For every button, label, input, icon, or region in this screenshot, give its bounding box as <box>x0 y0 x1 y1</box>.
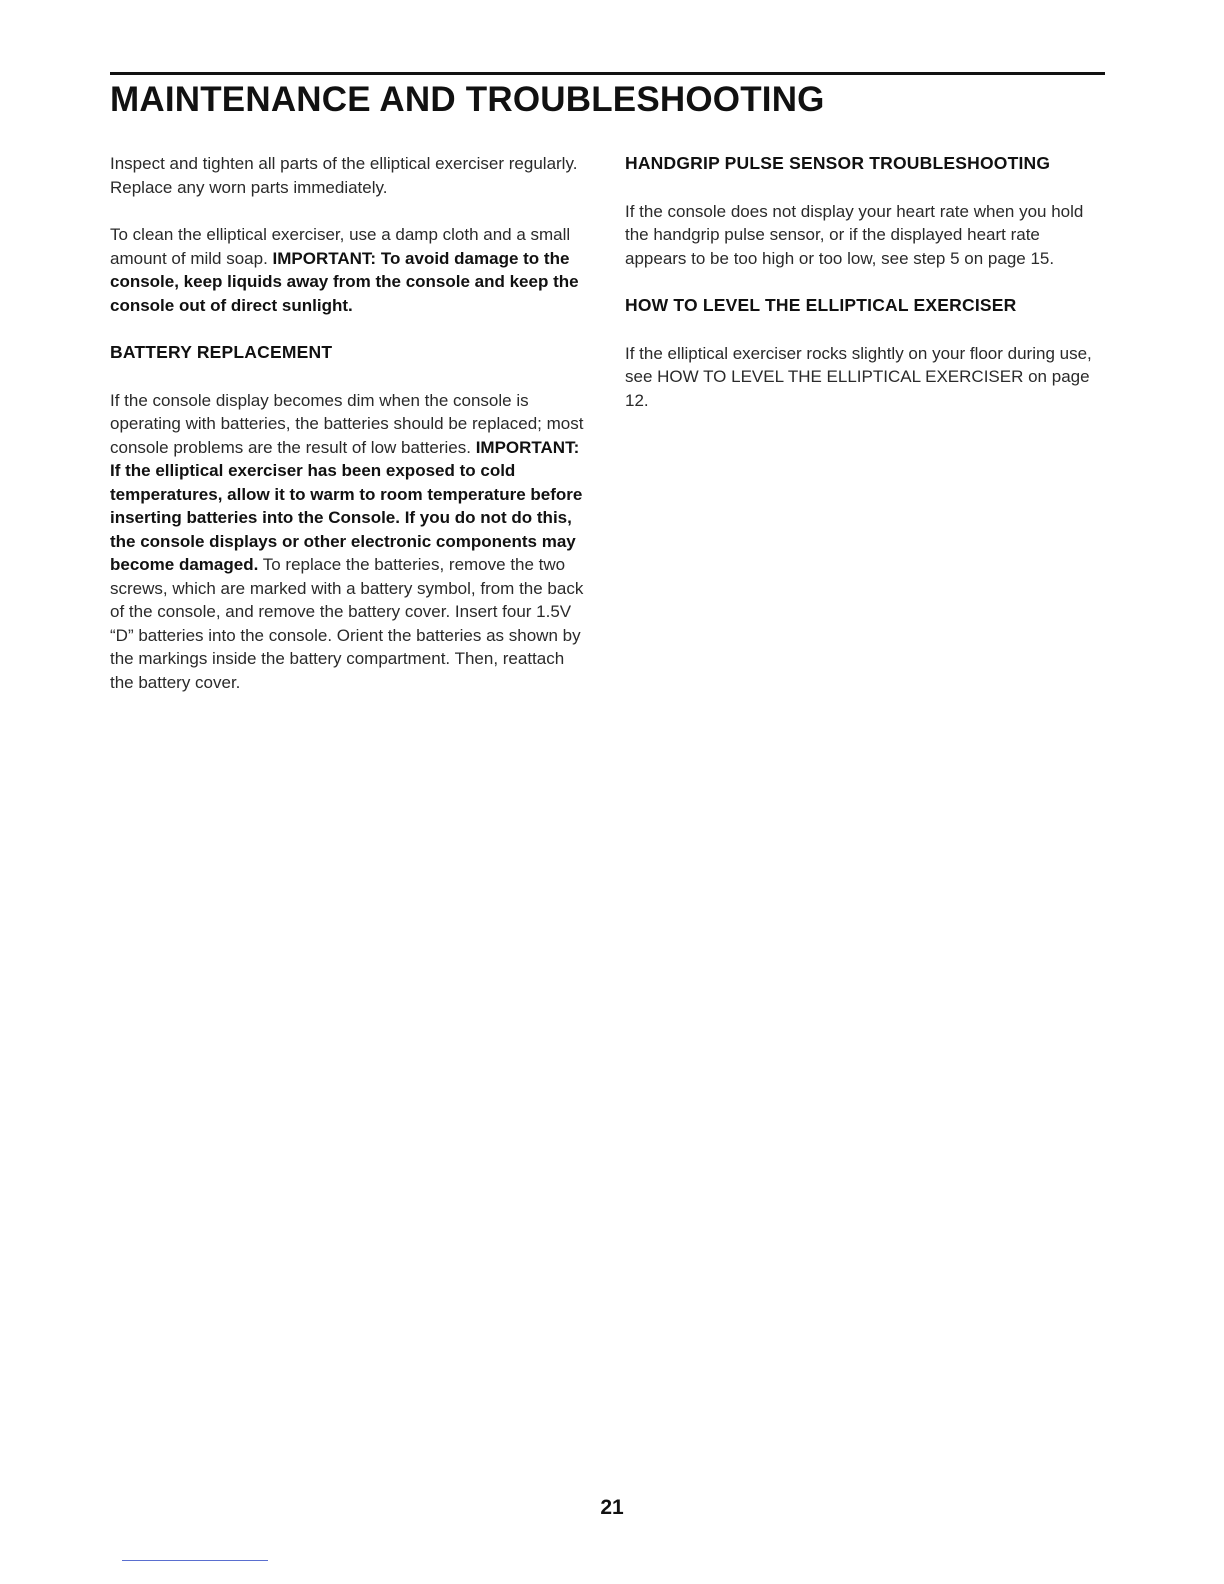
page-number: 21 <box>600 1496 624 1519</box>
title-rule <box>110 72 1105 75</box>
level-paragraph: If the elliptical exerciser rocks slightly on your floor during use, see HOW TO LEVEL THE ELLIPTICAL EXERCISER on page 12. <box>625 343 1092 410</box>
page-title: MAINTENANCE AND TROUBLESHOOTING <box>110 80 825 119</box>
cleaning-paragraph <box>110 223 590 317</box>
pulse-sensor-paragraph: If the console does not display your heart rate when you hold the handgrip pulse sensor, or if the displayed heart rate appears to be too high or too low, see step 5 on page 15. <box>625 201 1084 268</box>
cleaning-important-text: IMPORTANT: To avoid damage to the console, keep liquids away from the console and keep the console out of direct sunlight. <box>110 248 579 315</box>
pulse-sensor-heading: HANDGRIP PULSE SENSOR TROUBLESHOOTING <box>625 153 1051 173</box>
intro-paragraph: Inspect and tighten all parts of the elliptical exerciser regularly. Replace any worn parts immediately. <box>110 154 578 197</box>
right-column <box>625 152 1105 436</box>
level-heading: HOW TO LEVEL THE ELLIPTICAL EXERCISER <box>625 295 1017 315</box>
battery-replacement-heading: BATTERY REPLACEMENT <box>110 342 333 362</box>
battery-paragraph <box>110 389 590 695</box>
left-column <box>110 152 590 718</box>
battery-important-text: IMPORTANT: If the elliptical exerciser has been exposed to cold temperatures, allow it to warm to room temperature before inserting batteries into the Console. If you do not do this, the console displays or other electronic components may become damaged. <box>110 437 583 574</box>
battery-text-2: To replace the batteries, remove the two screws, which are marked with a battery symbol, from the back of the console, and remove the battery cover. Insert four 1.5V “D” batteries into the console. Orient the batteries as shown by the markings inside the battery compartment. Then, reattach the battery cover. <box>110 555 584 692</box>
footer-mark <box>122 1560 268 1561</box>
battery-text-1: If the console display becomes dim when the console is operating with batteries, the batteries should be replaced; most console problems are the result of low batteries. <box>110 390 584 457</box>
cleaning-text: To clean the elliptical exerciser, use a damp cloth and a small amount of mild soap. <box>110 225 571 268</box>
